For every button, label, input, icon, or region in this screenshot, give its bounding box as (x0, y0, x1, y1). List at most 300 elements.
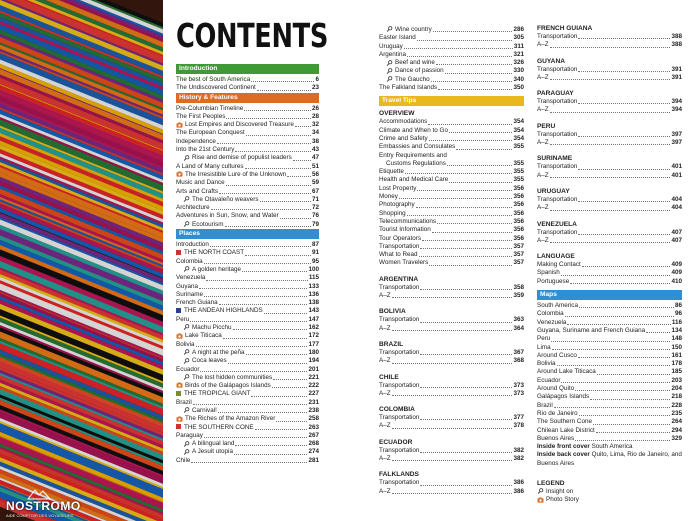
toc-entry[interactable] (379, 325, 524, 333)
toc-entry-text: The European Conquest (176, 129, 245, 137)
page-number: 404 (671, 204, 682, 212)
toc-entry[interactable] (176, 196, 319, 204)
toc-entry-label (176, 105, 243, 113)
toc-entry[interactable] (176, 113, 319, 121)
toc-entry[interactable] (176, 332, 319, 340)
dot-leader (554, 407, 671, 408)
page-number: 391 (671, 73, 682, 81)
dot-leader (419, 256, 513, 257)
page-number: 100 (308, 265, 319, 273)
toc-entry[interactable] (176, 171, 319, 179)
toc-entry-label (176, 204, 210, 212)
spacer (379, 431, 524, 435)
toc-entry[interactable] (176, 407, 319, 415)
toc-entry-label (537, 131, 577, 139)
page-number: 150 (671, 343, 682, 351)
toc-entry[interactable] (537, 33, 682, 41)
section-heading: ECUADOR (379, 438, 413, 446)
page-number: 115 (308, 274, 319, 282)
toc-entry[interactable] (176, 146, 319, 154)
page-number: 294 (671, 426, 682, 434)
toc-entry-label (176, 266, 241, 274)
toc-entry-label (176, 283, 198, 291)
toc-entry[interactable] (379, 349, 524, 357)
toc-entry[interactable] (537, 74, 682, 82)
dot-leader (578, 169, 670, 170)
toc-entry-text: Brazil (176, 398, 192, 406)
toc-entry[interactable] (379, 34, 524, 42)
toc-entry-label (537, 427, 595, 435)
toc-column-1 (176, 64, 319, 465)
spacer (537, 82, 682, 86)
toc-entry[interactable] (176, 415, 319, 423)
toc-entry[interactable] (379, 243, 524, 251)
dot-leader (431, 81, 513, 82)
toc-text: Entry Requirements and (379, 151, 447, 159)
page-number: 409 (671, 261, 682, 269)
toc-entry[interactable] (537, 106, 682, 114)
toc-entry-text: Customs Regulations (386, 159, 446, 167)
toc-entry-text: The Gaucho (395, 75, 430, 83)
page-number: 218 (671, 393, 682, 401)
toc-entry-text: Argentina (379, 50, 406, 58)
dot-leader (579, 307, 674, 308)
toc-entry[interactable] (176, 105, 319, 113)
toc-entry-label (537, 269, 560, 277)
toc-entry[interactable] (379, 143, 524, 151)
page-number: 355 (513, 143, 524, 151)
page-number: 329 (671, 434, 682, 442)
toc-entry[interactable] (537, 393, 682, 401)
toc-entry-text: A–Z (537, 41, 549, 49)
toc-entry-text: Spanish (537, 269, 560, 277)
dot-leader (578, 136, 670, 137)
toc-entry[interactable] (379, 193, 524, 201)
dot-leader (235, 151, 311, 152)
magnifier-pin-icon (386, 68, 393, 74)
toc-entry-text: Transportation (537, 228, 578, 236)
page-number: 359 (513, 292, 524, 300)
toc-entry[interactable] (379, 135, 524, 143)
toc-entry[interactable] (176, 324, 319, 332)
toc-entry[interactable] (537, 131, 682, 139)
page-number: 23 (311, 84, 319, 92)
toc-entry-label (176, 291, 203, 299)
toc-entry-label (176, 196, 259, 204)
toc-entry[interactable] (379, 43, 524, 51)
dot-leader (449, 132, 513, 133)
toc-entry[interactable] (379, 201, 524, 209)
toc-entry-text: A–Z (537, 204, 549, 212)
page-number: 401 (671, 171, 682, 179)
toc-entry[interactable] (537, 327, 682, 335)
toc-entry[interactable] (176, 188, 319, 196)
toc-entry-text: Transportation (537, 98, 578, 106)
toc-entry-text: Health and Medical Care (379, 176, 449, 184)
toc-entry-text: Transportation (379, 414, 420, 422)
dot-leader (420, 289, 512, 290)
toc-entry[interactable] (176, 121, 319, 129)
toc-entry[interactable] (537, 163, 682, 171)
toc-entry-text: Transportation (379, 381, 420, 389)
section-heading: COLOMBIA (379, 406, 415, 414)
dot-leader (234, 454, 308, 455)
logo-tagline: AIDE COMPTOIR DES VOYAGEURS (6, 513, 74, 518)
toc-entry-text: Tour Operators (379, 234, 421, 242)
dot-leader (578, 234, 670, 235)
dot-leader (590, 399, 670, 400)
toc-entry-label (537, 435, 574, 443)
toc-entry[interactable] (379, 185, 524, 193)
page-number: 87 (311, 241, 319, 249)
page-number: 56 (311, 170, 319, 178)
toc-entry[interactable] (379, 422, 524, 430)
toc-entry[interactable] (176, 366, 319, 374)
toc-entry[interactable] (537, 410, 682, 418)
toc-entry[interactable] (176, 76, 319, 84)
toc-entry[interactable] (176, 307, 319, 315)
toc-entry[interactable] (379, 218, 524, 226)
toc-entry[interactable] (176, 283, 319, 291)
toc-entry[interactable] (379, 488, 524, 496)
toc-entry-text: Birds of the Galápagos Islands (185, 382, 271, 390)
toc-entry[interactable] (537, 41, 682, 49)
toc-entry[interactable] (379, 176, 524, 184)
toc-entry[interactable] (379, 67, 524, 75)
toc-entry-label (379, 447, 419, 455)
toc-entry[interactable] (379, 357, 524, 365)
page-number: 330 (513, 67, 524, 75)
toc-entry[interactable] (176, 390, 319, 398)
region-marker-icon (176, 250, 181, 255)
toc-entry[interactable] (176, 204, 319, 212)
toc-entry[interactable] (537, 269, 682, 277)
toc-entry[interactable] (379, 26, 524, 34)
page-number: 397 (671, 130, 682, 138)
toc-entry-label (176, 432, 203, 440)
toc-entry[interactable] (379, 414, 524, 422)
toc-entry[interactable] (176, 266, 319, 274)
toc-entry[interactable] (176, 349, 319, 357)
page-number: 95 (311, 257, 319, 265)
page-number: 227 (308, 390, 319, 398)
toc-entry[interactable] (176, 221, 319, 229)
toc-entry-label (537, 41, 549, 49)
toc-entry[interactable] (379, 59, 524, 67)
toc-entry[interactable] (537, 278, 682, 286)
magnifier-pin-icon (183, 155, 190, 161)
dot-leader (199, 288, 307, 289)
toc-entry[interactable] (379, 455, 524, 463)
toc-entry[interactable] (176, 84, 319, 92)
toc-entry[interactable] (379, 292, 524, 300)
toc-entry[interactable] (537, 418, 682, 426)
toc-entry-label (176, 129, 245, 137)
page-number: 356 (513, 184, 524, 192)
dot-leader (223, 338, 308, 339)
page-number: 6 (315, 76, 319, 83)
page-number: 34 (311, 129, 319, 137)
toc-entry[interactable] (379, 447, 524, 455)
toc-entry-label (537, 302, 578, 310)
page-number: 382 (513, 446, 524, 454)
toc-entry[interactable] (537, 139, 682, 147)
page-number: 221 (308, 373, 319, 381)
toc-entry-text: The Undiscovered Continent (176, 84, 256, 92)
toc-entry[interactable] (176, 249, 319, 257)
toc-entry-label (537, 377, 560, 385)
toc-entry[interactable] (537, 427, 682, 435)
toc-entry-text: Transportation (537, 65, 578, 73)
toc-entry-label (537, 74, 549, 82)
toc-entry[interactable] (379, 316, 524, 324)
page-number: 397 (671, 139, 682, 147)
toc-entry[interactable] (537, 377, 682, 385)
toc-entry[interactable] (176, 138, 319, 146)
toc-entry-label (176, 424, 254, 432)
toc-entry-label (379, 325, 391, 333)
toc-entry-text: South America (537, 302, 578, 310)
toc-entry[interactable] (176, 316, 319, 324)
toc-entry[interactable] (176, 241, 319, 249)
toc-entry[interactable] (379, 479, 524, 487)
toc-entry-text: Chilean Lake District (537, 426, 595, 434)
toc-entry-label (537, 319, 566, 327)
dot-leader (436, 64, 513, 65)
toc-entry[interactable] (537, 360, 682, 368)
dot-leader (550, 144, 671, 145)
toc-entry[interactable] (379, 251, 524, 259)
toc-entry[interactable] (379, 284, 524, 292)
page-number: 38 (311, 137, 319, 145)
toc-entry-label (176, 171, 286, 179)
toc-entry[interactable] (379, 51, 524, 59)
magnifier-pin-icon (183, 349, 190, 355)
dot-leader (206, 280, 307, 281)
dot-leader (447, 165, 513, 166)
logo-name: NOSTROMO (6, 499, 81, 513)
toc-entry[interactable] (176, 129, 319, 137)
toc-entry-label (379, 422, 391, 430)
camera-icon (176, 171, 183, 177)
dot-leader (392, 428, 513, 429)
toc-entry-label (176, 415, 275, 423)
toc-entry-label (537, 261, 581, 269)
toc-entry[interactable] (176, 179, 319, 187)
toc-entry[interactable] (537, 237, 682, 245)
toc-entry[interactable] (379, 127, 524, 135)
toc-entry[interactable] (537, 385, 682, 393)
toc-entry-label (176, 407, 217, 415)
toc-entry-text: A–Z (379, 454, 391, 462)
dot-leader (582, 266, 671, 267)
toc-entry-label (176, 154, 292, 162)
dot-leader (251, 396, 307, 397)
toc-entry-label (379, 185, 416, 193)
toc-entry-text: A–Z (537, 106, 549, 114)
page-number: 180 (308, 348, 319, 356)
section-heading: PERU (537, 122, 556, 130)
toc-entry[interactable] (176, 163, 319, 171)
page-number: 79 (311, 220, 319, 228)
toc-entry[interactable] (176, 299, 319, 307)
legend-label: Insight on (546, 487, 574, 495)
toc-entry-text: A–Z (537, 236, 549, 244)
toc-entry[interactable] (537, 261, 682, 269)
toc-entry-text: Ecotourism (192, 220, 224, 228)
toc-entry[interactable] (379, 390, 524, 398)
toc-entry-label (176, 163, 244, 171)
toc-entry[interactable] (379, 160, 524, 168)
toc-entry-text: Shopping (379, 209, 406, 217)
toc-entry-text: Easter Island (379, 34, 416, 42)
dot-leader (561, 382, 670, 383)
toc-entry[interactable] (176, 382, 319, 390)
toc-entry[interactable] (176, 374, 319, 382)
page-number: 238 (308, 406, 319, 414)
toc-entry[interactable] (537, 368, 682, 376)
toc-entry[interactable] (379, 168, 524, 176)
toc-entry[interactable] (537, 352, 682, 360)
toc-entry[interactable] (176, 341, 319, 349)
toc-entry[interactable] (176, 448, 319, 456)
section-heading: BRAZIL (379, 340, 404, 348)
toc-entry[interactable] (537, 435, 682, 443)
toc-entry[interactable] (176, 212, 319, 220)
toc-entry[interactable] (379, 84, 524, 92)
page-number: 134 (671, 326, 682, 334)
toc-entry[interactable] (176, 154, 319, 162)
toc-entry[interactable] (176, 457, 319, 465)
page-number: 133 (308, 282, 319, 290)
dot-leader (217, 143, 311, 144)
dot-leader (264, 313, 308, 314)
toc-entry-text: The best of South America (176, 76, 251, 83)
toc-entry[interactable] (537, 302, 682, 310)
toc-entry[interactable] (537, 204, 682, 212)
toc-entry[interactable] (379, 76, 524, 84)
dot-leader (565, 316, 674, 317)
camera-icon (537, 497, 544, 503)
dot-leader (246, 135, 311, 136)
toc-entry[interactable] (176, 291, 319, 299)
dot-leader (429, 140, 513, 141)
page-number: 357 (513, 242, 524, 250)
toc-entry[interactable] (537, 402, 682, 410)
toc-entry-label (176, 390, 250, 398)
camera-icon (176, 122, 183, 128)
magnifier-pin-icon (183, 324, 190, 330)
toc-entry-label (176, 382, 271, 390)
toc-entry-label (176, 399, 192, 407)
toc-entry[interactable] (176, 399, 319, 407)
toc-entry[interactable] (176, 274, 319, 282)
page-number: 356 (513, 217, 524, 225)
toc-entry[interactable] (379, 382, 524, 390)
toc-entry[interactable] (176, 357, 319, 365)
dot-leader (235, 445, 307, 446)
dot-leader (437, 223, 512, 224)
page-number: 67 (311, 187, 319, 195)
toc-entry-label (379, 259, 428, 267)
toc-entry[interactable] (537, 319, 682, 327)
camera-icon (176, 382, 183, 388)
toc-entry-label (379, 127, 448, 135)
dot-leader (578, 71, 670, 72)
toc-entry-text: Ecuador (176, 365, 200, 373)
dot-leader (242, 271, 307, 272)
page-number: 76 (311, 212, 319, 220)
toc-entry[interactable] (379, 118, 524, 126)
dot-leader (407, 215, 513, 216)
toc-entry[interactable] (176, 432, 319, 440)
page-number: 147 (308, 315, 319, 323)
page-number: 368 (513, 357, 524, 365)
toc-entry-text: Galápagos Islands (537, 393, 590, 401)
dot-leader (417, 190, 512, 191)
dot-leader (392, 363, 513, 364)
toc-entry[interactable] (537, 335, 682, 343)
toc-entry[interactable] (537, 344, 682, 352)
toc-entry[interactable] (379, 210, 524, 218)
toc-entry-label (379, 390, 391, 398)
page-number: 356 (513, 193, 524, 201)
page-number: 355 (513, 176, 524, 184)
page-number: 222 (308, 382, 319, 390)
section-heading: PARAGUAY (537, 90, 574, 98)
dot-leader (218, 412, 308, 413)
dot-leader (552, 349, 671, 350)
toc-entry[interactable] (379, 226, 524, 234)
toc-entry[interactable] (537, 310, 682, 318)
toc-entry-label (379, 479, 419, 487)
page-number: 71 (311, 195, 319, 203)
section-heading: VENEZUELA (537, 220, 577, 228)
page-number: 357 (513, 259, 524, 267)
toc-entry-text: Into the 21st Century (176, 146, 235, 154)
toc-entry[interactable] (537, 172, 682, 180)
toc-entry-text: Guyana (176, 282, 199, 290)
dot-leader (432, 232, 513, 233)
toc-entry-label (537, 344, 551, 352)
page-number: 356 (513, 201, 524, 209)
toc-entry-label (176, 249, 244, 257)
toc-entry-label (379, 226, 431, 234)
dot-leader (219, 193, 311, 194)
dot-leader (561, 275, 671, 276)
toc-entry[interactable] (537, 98, 682, 106)
toc-entry-label (537, 418, 592, 426)
page-number: 354 (513, 118, 524, 126)
toc-entry-text: French Guiana (176, 299, 218, 307)
page-number: 367 (513, 348, 524, 356)
publisher-logo (4, 488, 90, 518)
page-number: 409 (671, 269, 682, 277)
dot-leader (596, 432, 671, 433)
toc-entry[interactable] (379, 235, 524, 243)
toc-entry[interactable] (176, 440, 319, 448)
toc-entry[interactable] (379, 259, 524, 267)
dot-leader (550, 177, 671, 178)
toc-entry[interactable] (537, 229, 682, 237)
page-number: 264 (671, 418, 682, 426)
toc-entry-label (176, 188, 218, 196)
toc-entry[interactable] (176, 258, 319, 266)
toc-entry[interactable] (537, 196, 682, 204)
toc-entry[interactable] (537, 66, 682, 74)
dot-leader (551, 341, 670, 342)
toc-entry[interactable] (176, 424, 319, 432)
